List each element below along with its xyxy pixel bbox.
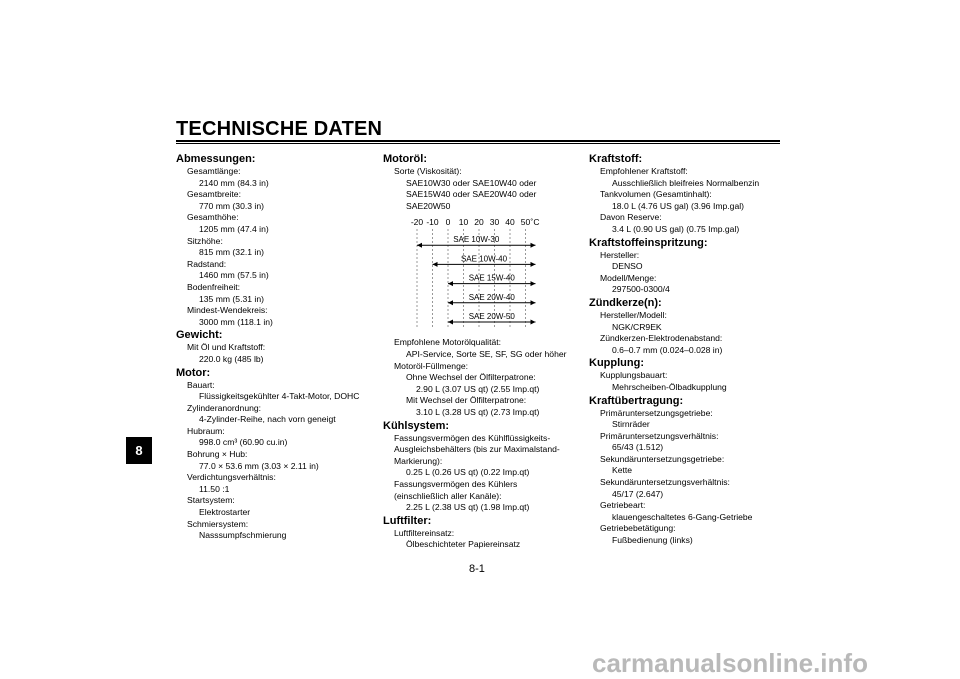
label: Davon Reserve: [600, 212, 662, 223]
label: Mit Öl und Kraftstoff: [187, 342, 266, 353]
heading-kuehlsystem: Kühlsystem: [383, 419, 450, 432]
section-tab[interactable]: 8 [126, 437, 152, 464]
label: Bodenfreiheit: [187, 281, 241, 292]
label: Motoröl-Füllmenge: [394, 360, 469, 371]
column-1 [176, 152, 366, 542]
value: Flüssigkeitsgekühlter 4-Takt-Motor, DOHC [199, 391, 360, 402]
title-rule-thick [176, 140, 780, 142]
arrow-right-icon [531, 301, 536, 306]
value: 3.4 L (0.90 US gal) (0.75 Imp.gal) [612, 223, 740, 234]
tick-label: 0 [445, 217, 451, 228]
value: Stirnräder [612, 419, 650, 430]
value: 1205 mm (47.4 in) [199, 223, 269, 234]
label: Fassungsvermögen des Kühlflüssigkeits- [394, 432, 551, 443]
oil-viscosity-chart [383, 215, 543, 333]
arrow-left-icon [417, 243, 422, 248]
value: 1460 mm (57.5 in) [199, 270, 269, 281]
value: 77.0 × 53.6 mm (3.03 × 2.11 in) [199, 460, 319, 471]
tick-label: 20 [474, 217, 484, 228]
label: Gesamtbreite: [187, 189, 241, 200]
label: Empfohlener Kraftstoff: [600, 166, 688, 176]
unit-label: ˚C [530, 217, 540, 228]
tick-label: 30 [489, 217, 500, 228]
arrow-right-icon [531, 262, 536, 267]
value: 11.50 :1 [199, 483, 230, 494]
value: Elektrostarter [199, 507, 251, 518]
label: Verdichtungsverhältnis: [187, 472, 276, 483]
value: 0.25 L (0.26 US qt) (0.22 Imp.qt) [406, 467, 530, 478]
label: Hersteller: [600, 249, 640, 260]
arrow-right-icon [531, 243, 536, 248]
heading-luftfilter: Luftfilter: [383, 514, 432, 527]
label: Empfohlene Motorölqualität: [394, 337, 502, 348]
value: Fußbedienung (links) [612, 535, 693, 546]
label: Mindest-Wendekreis: [187, 305, 268, 316]
arrow-right-icon [531, 281, 536, 286]
value: 65/43 (1.512) [612, 442, 664, 453]
arrow-right-icon [531, 320, 536, 325]
watermark: carmanualsonline.info [592, 648, 868, 678]
label: (einschließlich aller Kanäle): [394, 490, 502, 501]
arrow-left-icon [448, 301, 453, 306]
tick-label: -10 [426, 217, 439, 228]
value: API-Service, Sorte SE, SF, SG oder höher [406, 348, 567, 359]
label: Getriebeart: [600, 500, 646, 511]
heading-motor: Motor: [176, 366, 211, 379]
label: Schmiersystem: [187, 518, 249, 529]
value: 3.10 L (3.28 US qt) (2.73 Imp.qt) [416, 406, 540, 417]
page-number: 8-1 [469, 563, 485, 575]
heading-kraftuebertragung: Kraftübertragung: [589, 394, 684, 407]
tick-label: 10 [458, 217, 469, 228]
value: 998.0 cm³ (60.90 cu.in) [199, 437, 288, 448]
value: 0.6–0.7 mm (0.024–0.028 in) [612, 344, 723, 355]
label: Sekundäruntersetzungsgetriebe: [600, 453, 725, 464]
value: DENSO [612, 261, 643, 272]
label: Sorte (Viskosität): [394, 166, 462, 176]
arrow-left-icon [448, 320, 453, 325]
value: Nasssumpfschmierung [199, 530, 287, 541]
tick-label: 50 [520, 217, 531, 228]
label: Radstand: [187, 258, 227, 269]
value: 2.90 L (3.07 US qt) (2.55 Imp.qt) [416, 383, 540, 394]
label: Zündkerzen-Elektrodenabstand: [600, 333, 723, 344]
value: NGK/CR9EK [612, 321, 662, 332]
series-label: SAE 10W-30 [453, 235, 500, 245]
label: Startsystem: [187, 495, 235, 506]
value: SAE15W40 oder SAE20W40 oder [406, 189, 537, 200]
label: Sekundäruntersetzungsverhältnis: [600, 477, 730, 488]
label: Modell/Menge: [600, 272, 657, 283]
label: Ohne Wechsel der Ölfilterpatrone: [406, 372, 536, 383]
series-label: SAE 15W-40 [468, 273, 515, 283]
label: Primäruntersetzungsverhältnis: [600, 430, 719, 441]
value: klauengeschaltetes 6-Gang-Getriebe [612, 511, 753, 522]
value: 220.0 kg (485 lb) [199, 353, 264, 364]
series-label: SAE 20W-40 [468, 293, 515, 303]
column-2 [383, 152, 578, 551]
label: Ausgleichsbehälters (bis zur Maximalstand- [394, 444, 560, 455]
label: Gesamtlänge: [187, 166, 241, 176]
value: 45/17 (2.647) [612, 488, 664, 499]
label: Kupplungsbauart: [600, 370, 668, 381]
label: Luftfiltereinsatz: [394, 527, 455, 538]
label: Bauart: [187, 379, 215, 390]
value: 815 mm (32.1 in) [199, 247, 264, 258]
label: Zylinderanordnung: [187, 402, 262, 413]
value: 18.0 L (4.76 US gal) (3.96 Imp.gal) [612, 200, 744, 211]
label: Hersteller/Modell: [600, 309, 667, 320]
label: Hubraum: [187, 425, 225, 436]
page-title: TECHNISCHE DATEN [176, 118, 383, 140]
label: Gesamthöhe: [187, 212, 239, 223]
label: Fassungsvermögen des Kühlers [394, 478, 518, 489]
value: SAE10W30 oder SAE10W40 oder [406, 177, 537, 188]
value: 770 mm (30.3 in) [199, 200, 264, 211]
label: Markierung): [394, 455, 443, 466]
label: Sitzhöhe: [187, 235, 223, 246]
heading-zuendkerzen: Zündkerze(n): [589, 296, 662, 309]
heading-abmessungen: Abmessungen: [176, 153, 256, 165]
heading-kupplung: Kupplung: [589, 357, 644, 370]
value: 135 mm (5.31 in) [199, 293, 264, 304]
value: Ölbeschichteter Papiereinsatz [406, 539, 521, 550]
label: Mit Wechsel der Ölfilterpatrone: [406, 395, 527, 406]
value: SAE20W50 [406, 200, 451, 211]
heading-einspritzung: Kraftstoffeinspritzung: [589, 236, 708, 249]
tick-label: -20 [410, 217, 424, 228]
value: 4-Zylinder-Reihe, nach vorn geneigt [199, 414, 336, 425]
arrow-left-icon [433, 262, 438, 267]
series-label: SAE 20W-50 [468, 312, 515, 322]
value: Ausschließlich bleifreies Normalbenzin [612, 177, 760, 188]
label: Bohrung × Hub: [187, 449, 248, 460]
label: Primäruntersetzungsgetriebe: [600, 407, 713, 418]
series-label: SAE 10W-40 [460, 254, 508, 264]
label: Getriebebetätigung: [600, 523, 676, 534]
heading-gewicht: Gewicht: [176, 329, 223, 342]
value: 297500-0300/4 [612, 284, 670, 295]
tick-label: 40 [505, 217, 515, 228]
column-3 [589, 152, 784, 547]
label: Tankvolumen (Gesamtinhalt): [600, 189, 712, 200]
value: Mehrscheiben-Ölbadkupplung [612, 381, 727, 392]
value: 2.25 L (2.38 US qt) (1.98 Imp.qt) [406, 502, 530, 513]
title-rule-thin [176, 143, 780, 144]
heading-motoroel: Motoröl: [383, 153, 427, 165]
value: 3000 mm (118.1 in) [199, 316, 273, 327]
arrow-left-icon [448, 281, 453, 286]
value: Kette [612, 465, 633, 476]
heading-kraftstoff: Kraftstoff: [589, 153, 643, 165]
value: 2140 mm (84.3 in) [199, 177, 269, 188]
